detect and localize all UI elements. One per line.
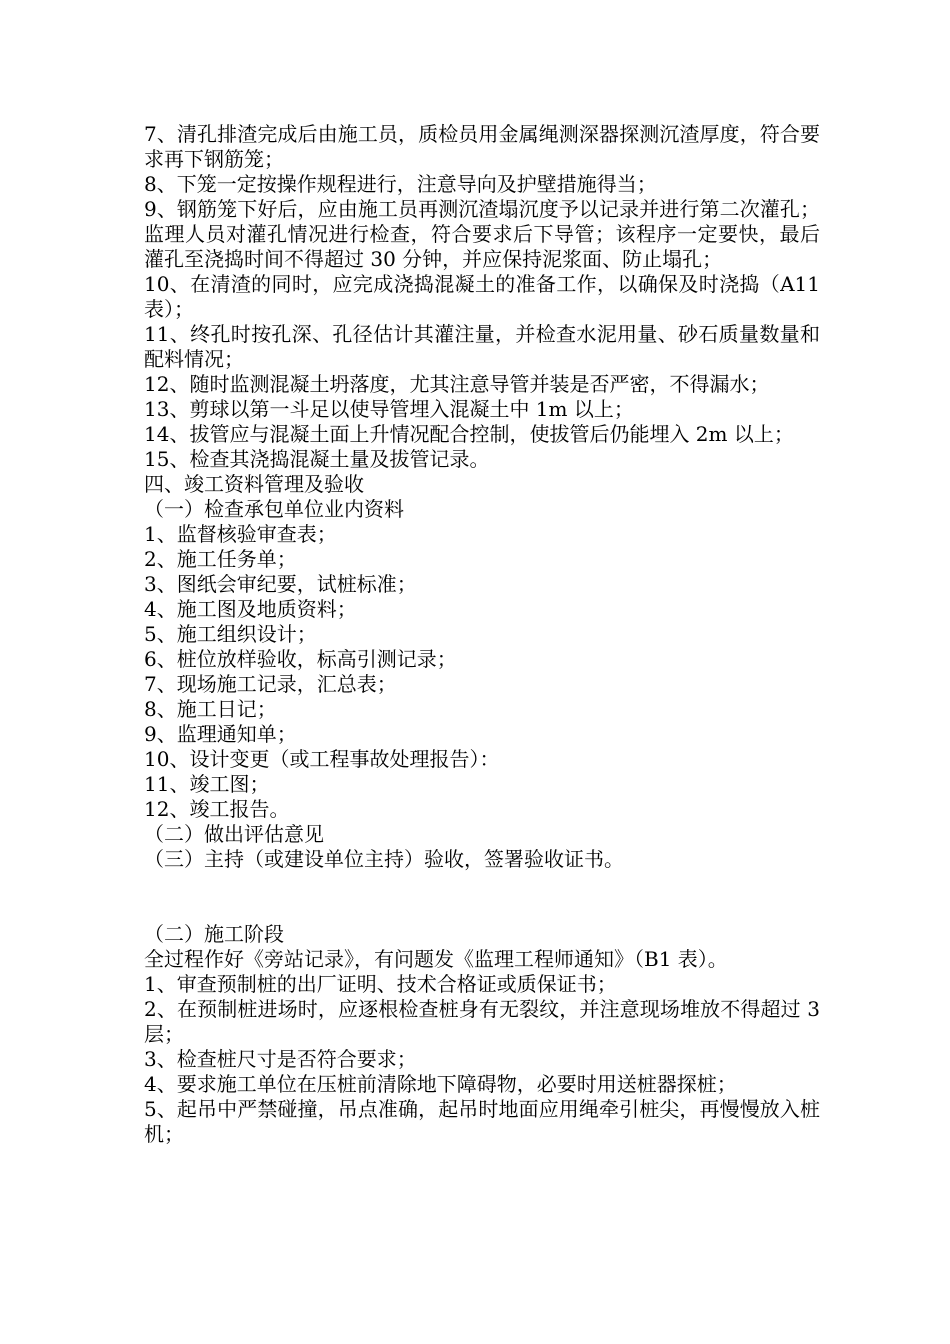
list-item-precast-4: 4、要求施工单位在压桩前清除地下障碍物，必要时用送桩器探桩； [144, 1072, 737, 1096]
section-spacer [144, 872, 820, 922]
document-page [144, 122, 820, 1147]
subheading-evaluation: （二）做出评估意见 [144, 822, 324, 846]
subheading-construction-stage: （二）施工阶段 [144, 922, 284, 946]
paragraph-item-8-lower-cage: 8、下笼一定按操作规程进行，注意导向及护壁措施得当； [144, 172, 657, 196]
section-heading-completion: 四、竣工资料管理及验收 [144, 472, 364, 496]
list-item-doc-1: 1、监督核验审查表； [144, 522, 337, 546]
list-item-doc-2: 2、施工任务单； [144, 547, 297, 571]
list-item-doc-11: 11、竣工图； [144, 772, 270, 796]
list-item-precast-5: 5、起吊中严禁碰撞，吊点准确，起吊时地面应用绳牵引桩尖，再慢慢放入桩机； [144, 1097, 820, 1146]
list-item-doc-12: 12、竣工报告。 [144, 797, 290, 821]
paragraph-side-station-record: 全过程作好《旁站记录》，有问题发《监理工程师通知》（B1 表）。 [144, 947, 728, 971]
paragraph-item-7-clear-hole: 7、清孔排渣完成后由施工员，质检员用金属绳测深器探测沉渣厚度，符合要求再下钢筋笼； [144, 122, 820, 171]
paragraph-item-13-cut-ball: 13、剪球以第一斗足以使导管埋入混凝土中 1m 以上； [144, 397, 634, 421]
list-item-doc-10: 10、设计变更（或工程事故处理报告）： [144, 747, 500, 771]
list-item-doc-5: 5、施工组织设计； [144, 622, 317, 646]
list-item-doc-9: 9、监理通知单； [144, 722, 297, 746]
list-item-doc-8: 8、施工日记； [144, 697, 277, 721]
paragraph-item-10-pour-prep: 10、在清渣的同时，应完成浇捣混凝土的准备工作，以确保及时浇捣（A11 表）； [144, 272, 820, 321]
list-item-doc-6: 6、桩位放样验收，标高引测记录； [144, 647, 457, 671]
list-item-precast-1: 1、审查预制桩的出厂证明、技术合格证或质保证书； [144, 972, 617, 996]
paragraph-item-14-pull-pipe: 14、拔管应与混凝土面上升情况配合控制，使拔管后仍能埋入 2m 以上； [144, 422, 794, 446]
subheading-acceptance: （三）主持（或建设单位主持）验收，签署验收证书。 [144, 847, 624, 871]
list-item-precast-2: 2、在预制桩进场时，应逐根检查桩身有无裂纹，并注意现场堆放不得超过 3 层； [144, 997, 820, 1046]
list-item-doc-7: 7、现场施工记录，汇总表； [144, 672, 397, 696]
paragraph-item-12-slump: 12、随时监测混凝土坍落度，尤其注意导管并装是否严密，不得漏水； [144, 372, 770, 396]
paragraph-item-11-final-hole: 11、终孔时按孔深、孔径估计其灌注量，并检查水泥用量、砂石质量数量和配料情况； [144, 322, 820, 371]
paragraph-item-9-cage-placed: 9、钢筋笼下好后，应由施工员再测沉渣塌沉度予以记录并进行第二次灌孔；监理人员对灌孔情况进行检查，符合要求后下导管；该程序一定要快，最后灌孔至浇捣时间不得超过 30 分钟，并应保持泥浆面、防止塌孔； [144, 197, 820, 271]
list-item-doc-4: 4、施工图及地质资料； [144, 597, 357, 621]
paragraph-item-15-check-records: 15、检查其浇捣混凝土量及拔管记录。 [144, 447, 490, 471]
subheading-contractor-docs: （一）检查承包单位业内资料 [144, 497, 404, 521]
list-item-precast-3: 3、检查桩尺寸是否符合要求； [144, 1047, 417, 1071]
list-item-doc-3: 3、图纸会审纪要，试桩标准； [144, 572, 417, 596]
